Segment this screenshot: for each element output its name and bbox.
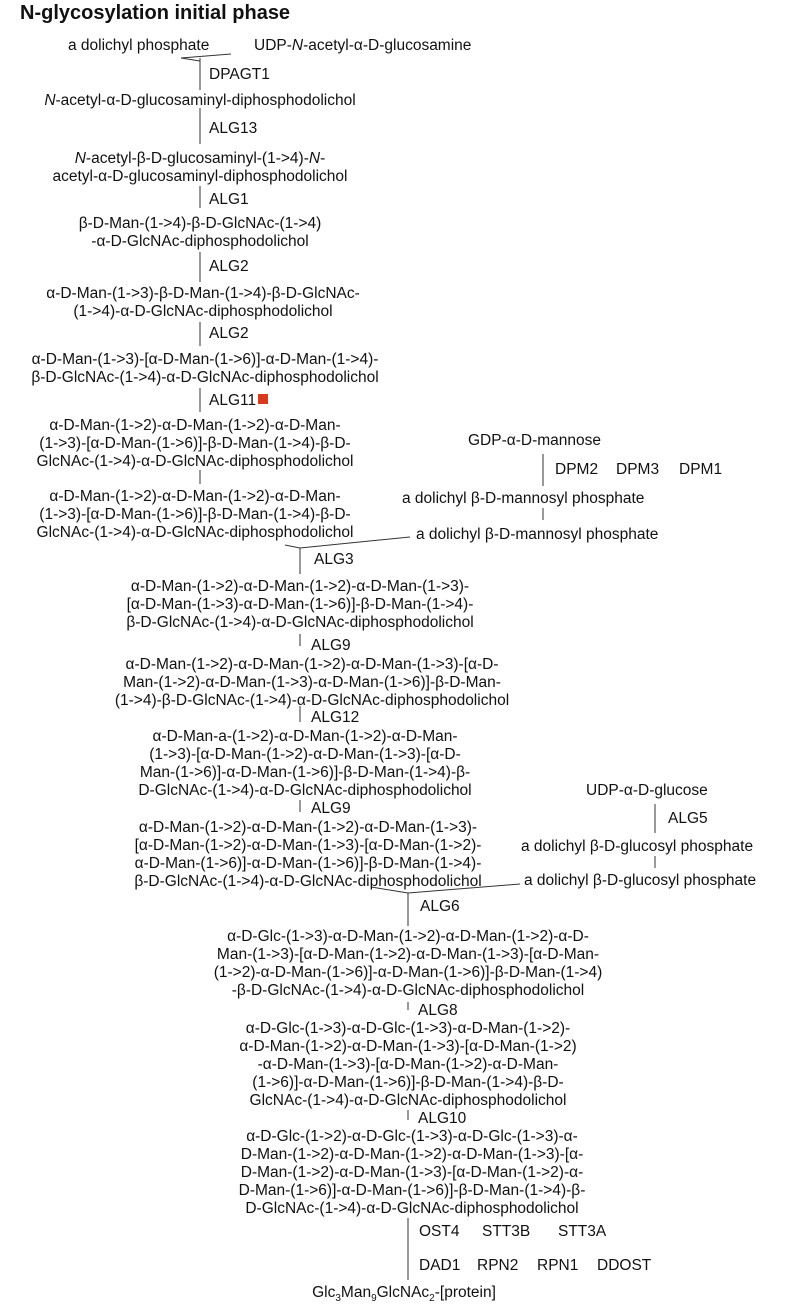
enzyme-ost4: OST4	[419, 1223, 460, 1240]
enzyme-alg3: ALG3	[314, 551, 354, 568]
dolichyl-mannosyl-phosphate-2: a dolichyl β-D-mannosyl phosphate	[416, 526, 659, 543]
enzyme-alg9: ALG9	[311, 637, 351, 654]
connector-line	[285, 545, 300, 548]
connector-line	[181, 58, 200, 61]
dolichyl-glucosyl-phosphate-2: a dolichyl β-D-glucosyl phosphate	[524, 872, 757, 889]
enzyme-stt3a: STT3A	[558, 1223, 607, 1240]
enzyme-alg8: ALG8	[418, 1002, 458, 1019]
donor-gdp-mannose: GDP-α-D-mannose	[468, 432, 601, 449]
enzyme-rpn2: RPN2	[477, 1257, 519, 1274]
enzyme-alg2-second: ALG2	[209, 325, 249, 342]
enzyme-alg12: ALG12	[311, 709, 360, 726]
alg11-marker	[258, 394, 268, 404]
compound-7: α-D-Man-(1->2)-α-D-Man-(1->2)-α-D-Man- (1->3)-[α-D-Man-(1->6)]-β-D-Man-(1->4)-β-D- GlcNAc-(1->4)-α-D-GlcNAc-diphosphodolichol	[36, 488, 354, 541]
compound-4: α-D-Man-(1->3)-β-D-Man-(1->4)-β-D-GlcNAc- (1->4)-α-D-GlcNAc-diphosphodolichol	[46, 285, 360, 320]
enzyme-dpagt1: DPAGT1	[209, 66, 270, 83]
enzyme-alg1: ALG1	[209, 191, 249, 208]
enzyme-alg10: ALG10	[418, 1110, 467, 1127]
enzyme-dpm1: DPM1	[679, 461, 723, 478]
compound-11: α-D-Man-(1->2)-α-D-Man-(1->2)-α-D-Man-(1->3)- [α-D-Man-(1->2)-α-D-Man-(1->3)-[α-D-Man-(1->2)- α-D-Man-(1->6)]-α-D-Man-(1->6)]-β-D-Man-(1->4)- β-D-GlcNAc-(1->4)-α-D-GlcNAc-diphosphodolichol	[134, 819, 482, 890]
final-product: Glc$_3$Man$_9$GlcNAc$_2$-[protein]	[312, 1284, 496, 1305]
diagram-title: N-glycosylation initial phase	[20, 2, 291, 24]
enzyme-dad1: DAD1	[419, 1257, 461, 1274]
enzyme-alg2: ALG2	[209, 258, 249, 275]
enzyme-dpm2: DPM2	[555, 461, 599, 478]
enzyme-ddost: DDOST	[597, 1257, 652, 1274]
compound-3: β-D-Man-(1->4)-β-D-GlcNAc-(1->4) -α-D-GlcNAc-diphosphodolichol	[78, 215, 322, 250]
compound-2: N-acetyl-β-D-glucosaminyl-(1->4)-N- acetyl-α-D-glucosaminyl-diphosphodolichol	[52, 150, 348, 185]
donor-udp-glucose: UDP-α-D-glucose	[586, 782, 708, 799]
dolichyl-mannosyl-phosphate-1: a dolichyl β-D-mannosyl phosphate	[402, 490, 645, 507]
compound-8: α-D-Man-(1->2)-α-D-Man-(1->2)-α-D-Man-(1->3)- [α-D-Man-(1->3)-α-D-Man-(1->6)]-β-D-Man-(1->4)- β-D-GlcNAc-(1->4)-α-D-GlcNAc-diphosphodolichol	[126, 578, 474, 631]
compound-13: α-D-Glc-(1->3)-α-D-Glc-(1->3)-α-D-Man-(1->2)- α-D-Man-(1->2)-α-D-Man-(1->3)-[α-D-Man-(1->2) -α-D-Man-(1->3)-[α-D-Man-(1->2)-α-D-Man- (1->6)]-α-D-Man-(1->6)]-β-D-Man-(1->4)-β-D- GlcNAc-(1->4)-α-D-GlcNAc-diphosphodolichol	[239, 1020, 577, 1109]
enzyme-alg9-second: ALG9	[311, 800, 351, 817]
enzyme-dpm3: DPM3	[616, 461, 660, 478]
compound-1: N-acetyl-α-D-glucosaminyl-diphosphodolichol	[44, 92, 356, 109]
compound-12: α-D-Glc-(1->3)-α-D-Man-(1->2)-α-D-Man-(1->2)-α-D- Man-(1->3)-[α-D-Man-(1->2)-α-D-Man-(1->3)-[α-D-Man- (1->2)-α-D-Man-(1->6)]-α-D-Man-(1->6)]-β-D-Man-(1->4) -β-D-GlcNAc-(1->4)-α-D-GlcNAc-diphosphodolichol	[213, 928, 603, 999]
enzyme-alg11: ALG11	[209, 392, 257, 409]
compound-5: α-D-Man-(1->3)-[α-D-Man-(1->6)]-α-D-Man-(1->4)- β-D-GlcNAc-(1->4)-α-D-GlcNAc-diphosphodolichol	[31, 351, 379, 386]
reactant-dolichyl-phosphate: a dolichyl phosphate	[68, 37, 210, 54]
dolichyl-glucosyl-phosphate-1: a dolichyl β-D-glucosyl phosphate	[521, 838, 754, 855]
enzyme-alg6: ALG6	[420, 898, 460, 915]
enzyme-stt3b: STT3B	[482, 1223, 531, 1240]
enzyme-alg5: ALG5	[668, 810, 708, 827]
compound-9: α-D-Man-(1->2)-α-D-Man-(1->2)-α-D-Man-(1->3)-[α-D- Man-(1->2)-α-D-Man-(1->3)-α-D-Man-(1->6)]-β-D-Man- (1->4)-β-D-GlcNAc-(1->4)-α-D-GlcNAc-diphosphodolichol	[114, 656, 510, 709]
compound-14: α-D-Glc-(1->2)-α-D-Glc-(1->3)-α-D-Glc-(1->3)-α- D-Man-(1->2)-α-D-Man-(1->2)-α-D-Man-(1->3)-[α- D-Man-(1->2)-α-D-Man-(1->3)-[α-D-Man-(1->2)-α- D-Man-(1->6)]-α-D-Man-(1->6)]-β-D-Man-(1->4)-β- D-GlcNAc-(1->4)-α-D-GlcNAc-diphosphodolichol	[238, 1128, 586, 1217]
enzyme-alg13: ALG13	[209, 120, 258, 137]
enzyme-rpn1: RPN1	[537, 1257, 579, 1274]
reactant-udp-glcnac: UDP-N-acetyl-α-D-glucosamine	[254, 37, 472, 54]
compound-10: α-D-Man-a-(1->2)-α-D-Man-(1->2)-α-D-Man- (1->3)-[α-D-Man-(1->2)-α-D-Man-(1->3)-[α-D- Man-(1->6)]-α-D-Man-(1->6)]-β-D-Man-(1->4)-β- D-GlcNAc-(1->4)-α-D-GlcNAc-diphosphodolichol	[138, 728, 472, 799]
compound-6: α-D-Man-(1->2)-α-D-Man-(1->2)-α-D-Man- (1->3)-[α-D-Man-(1->6)]-β-D-Man-(1->4)-β-D- GlcNAc-(1->4)-α-D-GlcNAc-diphosphodolichol	[36, 417, 354, 470]
